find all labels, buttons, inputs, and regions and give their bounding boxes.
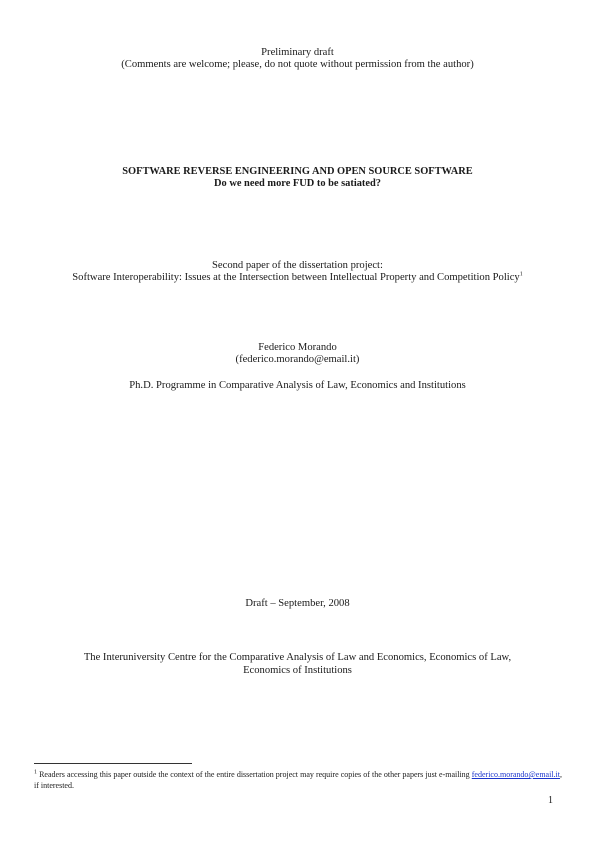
footnote-rule xyxy=(34,763,192,764)
draft-date: Draft – September, 2008 xyxy=(245,598,350,609)
header-comments-note: (Comments are welcome; please, do not quote without permission from the author) xyxy=(121,59,474,70)
footnote-email-link[interactable]: federico.morando@email.it xyxy=(471,770,560,779)
footnote-text-after: , if interested. xyxy=(34,770,562,790)
header-preliminary-draft: Preliminary draft xyxy=(261,47,334,58)
institution-line-1: The Interuniversity Centre for the Comparative Analysis of Law and Economics, Economics of Law, xyxy=(83,652,512,663)
page-number: 1 xyxy=(548,795,553,806)
paper-title: SOFTWARE REVERSE ENGINEERING AND OPEN SOURCE SOFTWARE xyxy=(122,166,473,177)
author-name: Federico Morando xyxy=(258,342,337,353)
footnote-reference: 1 xyxy=(519,271,523,278)
footnote xyxy=(34,769,562,791)
phd-programme: Ph.D. Programme in Comparative Analysis of Law, Economics and Institutions xyxy=(129,380,466,391)
project-title-text: Software Interoperability: Issues at the Intersection between Intellectual Property and Competition Policy xyxy=(72,272,520,283)
footnote-text-before: Readers accessing this paper outside the context of the entire dissertation project may require copies of the other papers just e-mailing xyxy=(37,770,472,779)
project-intro: Second paper of the dissertation project: xyxy=(212,260,383,271)
institution-line-2: Economics of Institutions xyxy=(243,665,352,676)
paper-subtitle: Do we need more FUD to be satiated? xyxy=(214,178,381,189)
footnote-marker: 1 xyxy=(34,769,37,776)
project-title xyxy=(0,271,595,284)
author-email: (federico.morando@email.it) xyxy=(235,354,360,365)
